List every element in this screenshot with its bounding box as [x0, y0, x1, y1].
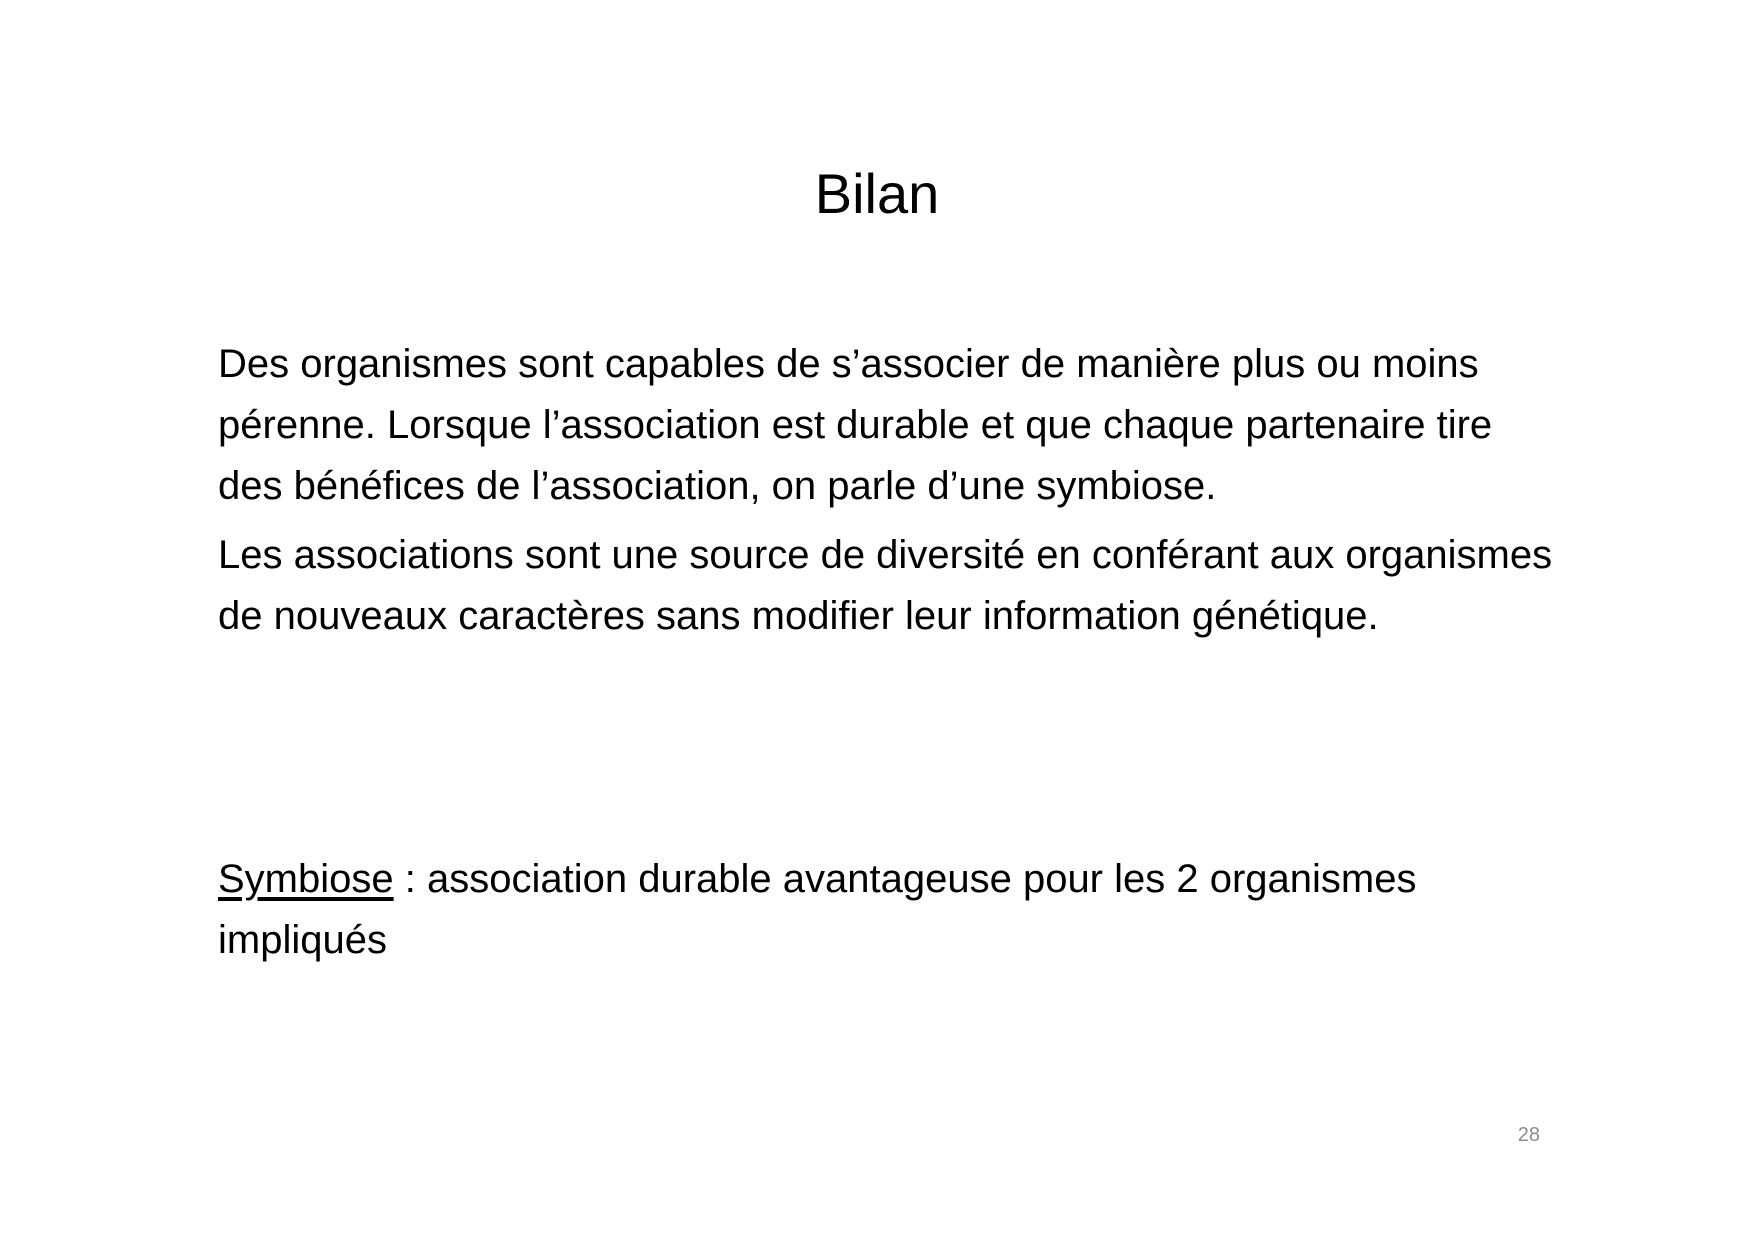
- definition-text: association durable avantageuse pour les 2 organismes impliqués: [218, 857, 1417, 962]
- page-number: 28: [1517, 1124, 1540, 1146]
- definition-separator: :: [393, 857, 427, 901]
- definition: [218, 849, 1558, 971]
- paragraph-symbiosis-intro: Des organismes sont capables de s’associer de manière plus ou moins pérenne. Lorsque l’association est durable et que chaque partenaire tire des bénéfices de l’association, on parle d’une symbiose.: [218, 342, 1493, 508]
- definition-term: Symbiose: [218, 857, 394, 901]
- slide-body: [218, 334, 1558, 647]
- slide-title: Bilan: [814, 162, 940, 225]
- paragraph-diversity: Les associations sont une source de diversité en conférant aux organismes de nouveaux caractères sans modifier leur information génétique.: [218, 533, 1553, 638]
